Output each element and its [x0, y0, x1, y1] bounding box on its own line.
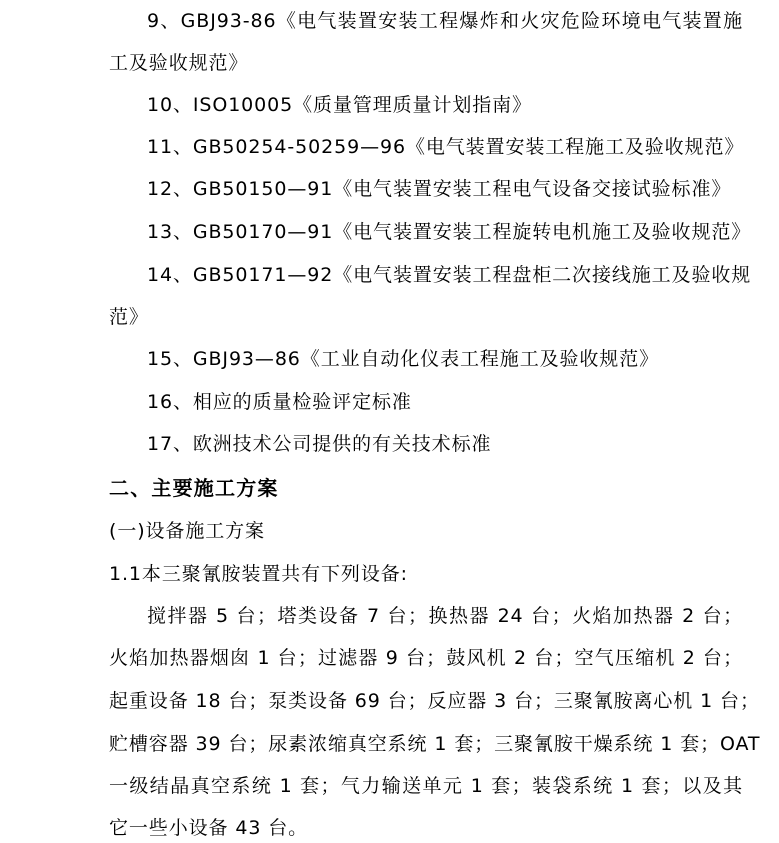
section-heading: 二、主要施工方案 [109, 476, 279, 500]
equipment-list-line-6: 它一些小设备 43 台。 [109, 817, 309, 839]
reference-item-14-line-1: 14、GB50171—92《电气装置安装工程盘柜二次接线施工及验收规 [147, 264, 752, 286]
equipment-list-line-5: 一级结晶真空系统 1 套；气力输送单元 1 套；装袋系统 1 套；以及其 [109, 775, 743, 797]
reference-item-9-line-1: 9、GBJ93-86《电气装置安装工程爆炸和火灾危险环境电气装置施 [147, 10, 743, 32]
reference-item-10: 10、ISO10005《质量管理质量计划指南》 [147, 94, 532, 116]
equipment-list-line-1: 搅拌器 5 台；塔类设备 7 台；换热器 24 台；火焰加热器 2 台； [147, 605, 743, 627]
subsection-heading: (一)设备施工方案 [109, 520, 265, 542]
reference-item-16: 16、相应的质量检验评定标准 [147, 391, 412, 413]
reference-item-15: 15、GBJ93—86《工业自动化仪表工程施工及验收规范》 [147, 348, 659, 370]
paragraph-heading: 1.1本三聚氰胺装置共有下列设备: [109, 563, 408, 585]
reference-item-11: 11、GB50254-50259—96《电气装置安装工程施工及验收规范》 [147, 136, 745, 158]
reference-item-17: 17、欧洲技术公司提供的有关技术标准 [147, 433, 492, 455]
equipment-list-line-2: 火焰加热器烟囱 1 台；过滤器 9 台；鼓风机 2 台；空气压缩机 2 台； [109, 647, 743, 669]
equipment-list-line-3: 起重设备 18 台；泵类设备 69 台；反应器 3 台；三聚氰胺离心机 1 台； [109, 690, 760, 712]
equipment-list-line-4: 贮槽容器 39 台；尿素浓缩真空系统 1 套；三聚氰胺干燥系统 1 套；OAT [109, 733, 761, 755]
reference-item-9-line-2: 工及验收规范》 [109, 52, 249, 74]
reference-item-14-line-2: 范》 [109, 306, 149, 328]
reference-item-13: 13、GB50170—91《电气装置安装工程旋转电机施工及验收规范》 [147, 221, 752, 243]
reference-item-12: 12、GB50150—91《电气装置安装工程电气设备交接试验标准》 [147, 178, 732, 200]
